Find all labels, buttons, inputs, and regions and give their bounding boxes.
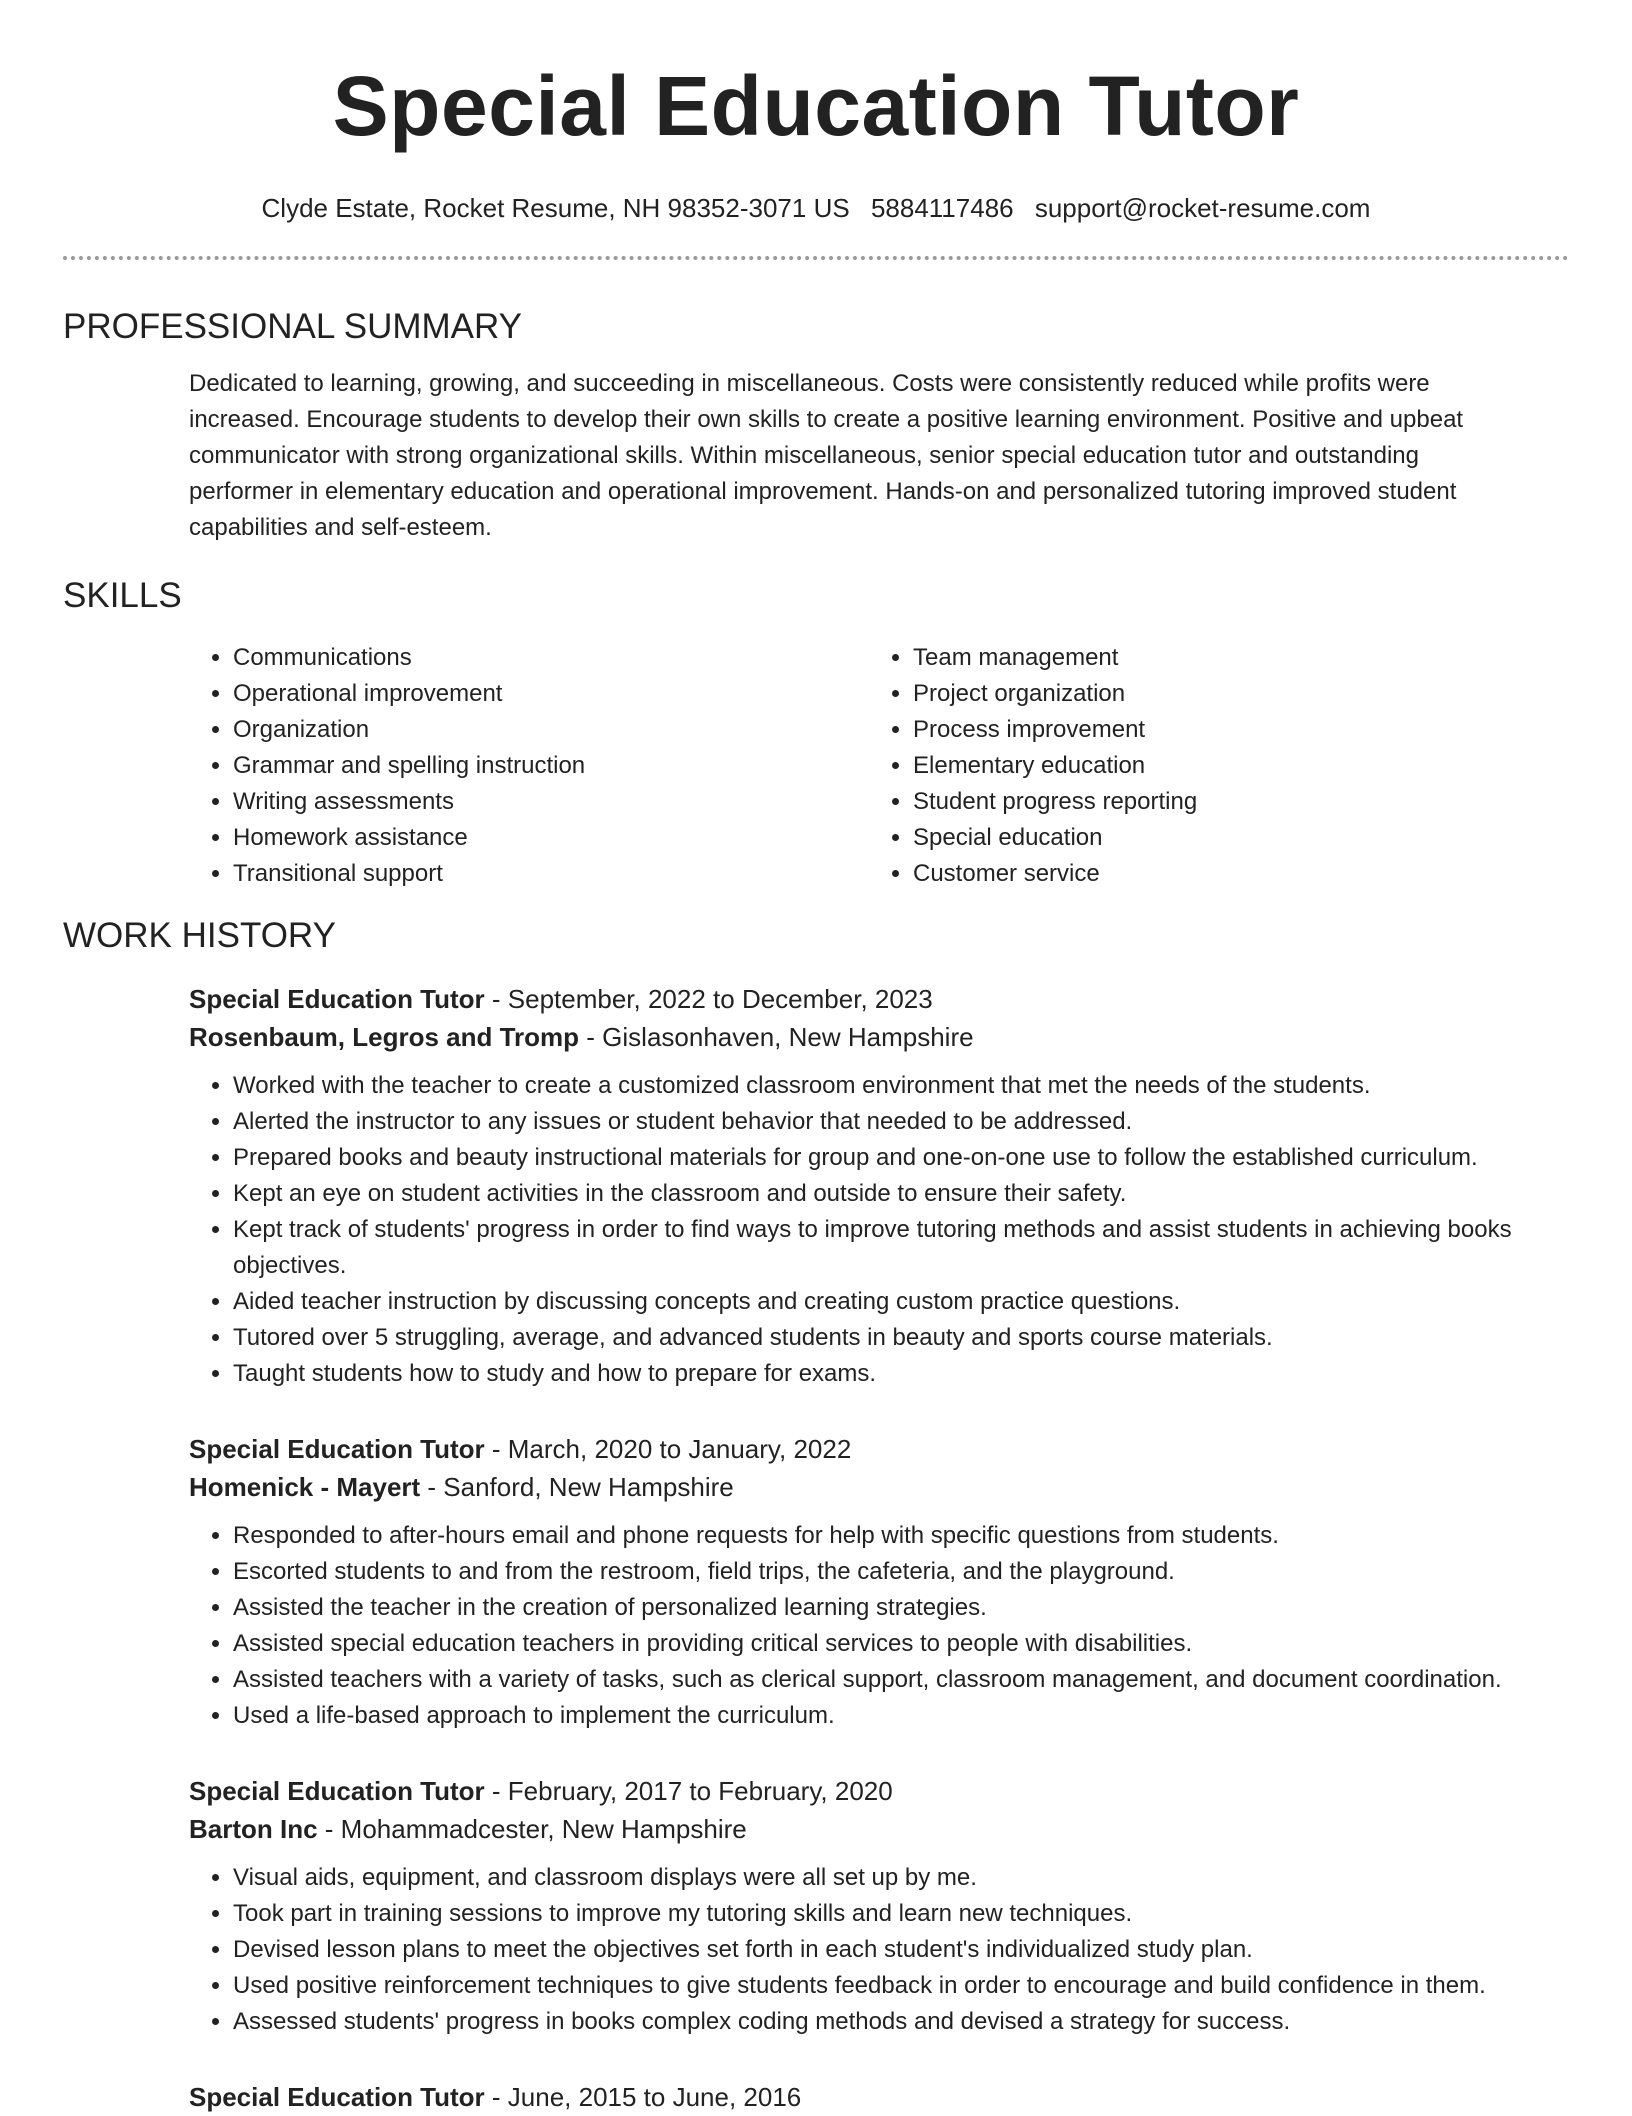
skills-grid	[189, 640, 1549, 892]
job-bullet: • Aided teacher instruction by discussing concepts and creating custom practice questions.	[233, 1284, 1569, 1320]
job-title-line	[189, 1430, 1569, 1468]
job-bullet: • Assessed students' progress in books complex coding methods and devised a strategy for success.	[233, 2004, 1569, 2040]
job-entry-1	[189, 980, 1569, 1392]
skills-column-right	[869, 640, 1549, 892]
job-bullet: • Taught students how to study and how to prepare for exams.	[233, 1356, 1569, 1392]
contact-phone: 5884117486	[870, 193, 1014, 223]
job-bullets	[189, 1860, 1569, 2040]
summary-heading: PROFESSIONAL SUMMARY	[63, 307, 522, 346]
contact-address: Clyde Estate, Rocket Resume, NH 98352-3071 US	[261, 193, 850, 223]
job-bullet: • Assisted teachers with a variety of tasks, such as clerical support, classroom management, and document coordination.	[233, 1662, 1569, 1698]
contact-email[interactable]: support@rocket-resume.com	[1034, 193, 1371, 223]
job-bullet: • Assisted special education teachers in providing critical services to people with disabilities.	[233, 1626, 1569, 1662]
skill-item: • Transitional support	[233, 856, 869, 892]
job-bullets	[189, 1068, 1569, 1392]
job-bullet: • Used a life-based approach to implement the curriculum.	[233, 1698, 1569, 1734]
skill-item: • Homework assistance	[233, 820, 869, 856]
skill-item: • Team management	[913, 640, 1549, 676]
job-entry-4	[189, 2078, 1569, 2116]
job-company-line	[189, 1468, 1569, 1506]
job-bullet: • Visual aids, equipment, and classroom displays were all set up by me.	[233, 1860, 1569, 1896]
skill-item: • Writing assessments	[233, 784, 869, 820]
job-bullet: • Prepared books and beauty instructional materials for group and one-on-one use to follow the established curriculum.	[233, 1140, 1569, 1176]
skill-item: • Elementary education	[913, 748, 1549, 784]
skill-item: • Operational improvement	[233, 676, 869, 712]
job-dates: - September, 2022 to December, 2023	[484, 984, 933, 1014]
job-bullet: • Used positive reinforcement techniques to give students feedback in order to encourage and build confidence in them.	[233, 1968, 1569, 2004]
job-bullet: • Assisted the teacher in the creation of personalized learning strategies.	[233, 1590, 1569, 1626]
job-company: Homenick - Mayert	[189, 1472, 421, 1502]
job-bullet: • Took part in training sessions to improve my tutoring skills and learn new techniques.	[233, 1896, 1569, 1932]
job-bullet: • Responded to after-hours email and phone requests for help with specific questions from students.	[233, 1518, 1569, 1554]
skills-heading: SKILLS	[63, 576, 182, 615]
job-bullet: • Tutored over 5 struggling, average, and advanced students in beauty and sports course materials.	[233, 1320, 1569, 1356]
job-bullet: • Kept an eye on student activities in the classroom and outside to ensure their safety.	[233, 1176, 1569, 1212]
skill-item: • Student progress reporting	[913, 784, 1549, 820]
job-title: Special Education Tutor	[189, 984, 485, 1014]
contact-line	[0, 192, 1632, 224]
work-history-heading: WORK HISTORY	[63, 916, 336, 955]
summary-text: Dedicated to learning, growing, and succeeding in miscellaneous. Costs were consistently reduced while profits were increased. Encourage students to develop their own skills to create a positive learning environment. Positive and upbeat communicator with strong organizational skills. Within miscellaneous, senior special education tutor and outstanding performer in elementary education and operational improvement. Hands-on and personalized tutoring improved student capabilities and self-esteem.	[189, 370, 1464, 541]
job-company-line	[189, 1810, 1569, 1848]
job-title: Special Education Tutor	[189, 1776, 485, 1806]
job-title: Special Education Tutor	[189, 2082, 485, 2112]
job-bullet: • Kept track of students' progress in order to find ways to improve tutoring methods and assist students in achieving books objectives.	[233, 1212, 1569, 1284]
skill-item: • Customer service	[913, 856, 1549, 892]
job-dates: - June, 2015 to June, 2016	[484, 2082, 802, 2112]
job-bullet: • Devised lesson plans to meet the objectives set forth in each student's individualized study plan.	[233, 1932, 1569, 1968]
job-entry-2	[189, 1430, 1569, 1734]
job-bullet: • Escorted students to and from the restroom, field trips, the cafeteria, and the playground.	[233, 1554, 1569, 1590]
skill-item: • Organization	[233, 712, 869, 748]
job-location: - Gislasonhaven, New Hampshire	[579, 1022, 974, 1052]
skill-item: • Grammar and spelling instruction	[233, 748, 869, 784]
job-entry-3	[189, 1772, 1569, 2040]
job-dates: - February, 2017 to February, 2020	[484, 1776, 893, 1806]
job-company-line	[189, 1018, 1569, 1056]
skills-column-left	[189, 640, 869, 892]
job-title-line	[189, 2078, 1569, 2116]
skill-item: • Project organization	[913, 676, 1549, 712]
job-bullet: • Alerted the instructor to any issues or student behavior that needed to be addressed.	[233, 1104, 1569, 1140]
job-bullet: • Worked with the teacher to create a customized classroom environment that met the needs of the students.	[233, 1068, 1569, 1104]
job-dates: - March, 2020 to January, 2022	[484, 1434, 852, 1464]
job-bullets	[189, 1518, 1569, 1734]
job-location: - Sanford, New Hampshire	[420, 1472, 734, 1502]
skill-item: • Communications	[233, 640, 869, 676]
job-title: Special Education Tutor	[189, 1434, 485, 1464]
resume-title: Special Education Tutor	[332, 59, 1300, 153]
job-title-line	[189, 980, 1569, 1018]
job-location: - Mohammadcester, New Hampshire	[317, 1814, 747, 1844]
skill-item: • Special education	[913, 820, 1549, 856]
skill-item: • Process improvement	[913, 712, 1549, 748]
job-title-line	[189, 1772, 1569, 1810]
job-company: Barton Inc	[189, 1814, 318, 1844]
header-divider	[63, 256, 1569, 260]
job-company: Rosenbaum, Legros and Tromp	[189, 1022, 580, 1052]
